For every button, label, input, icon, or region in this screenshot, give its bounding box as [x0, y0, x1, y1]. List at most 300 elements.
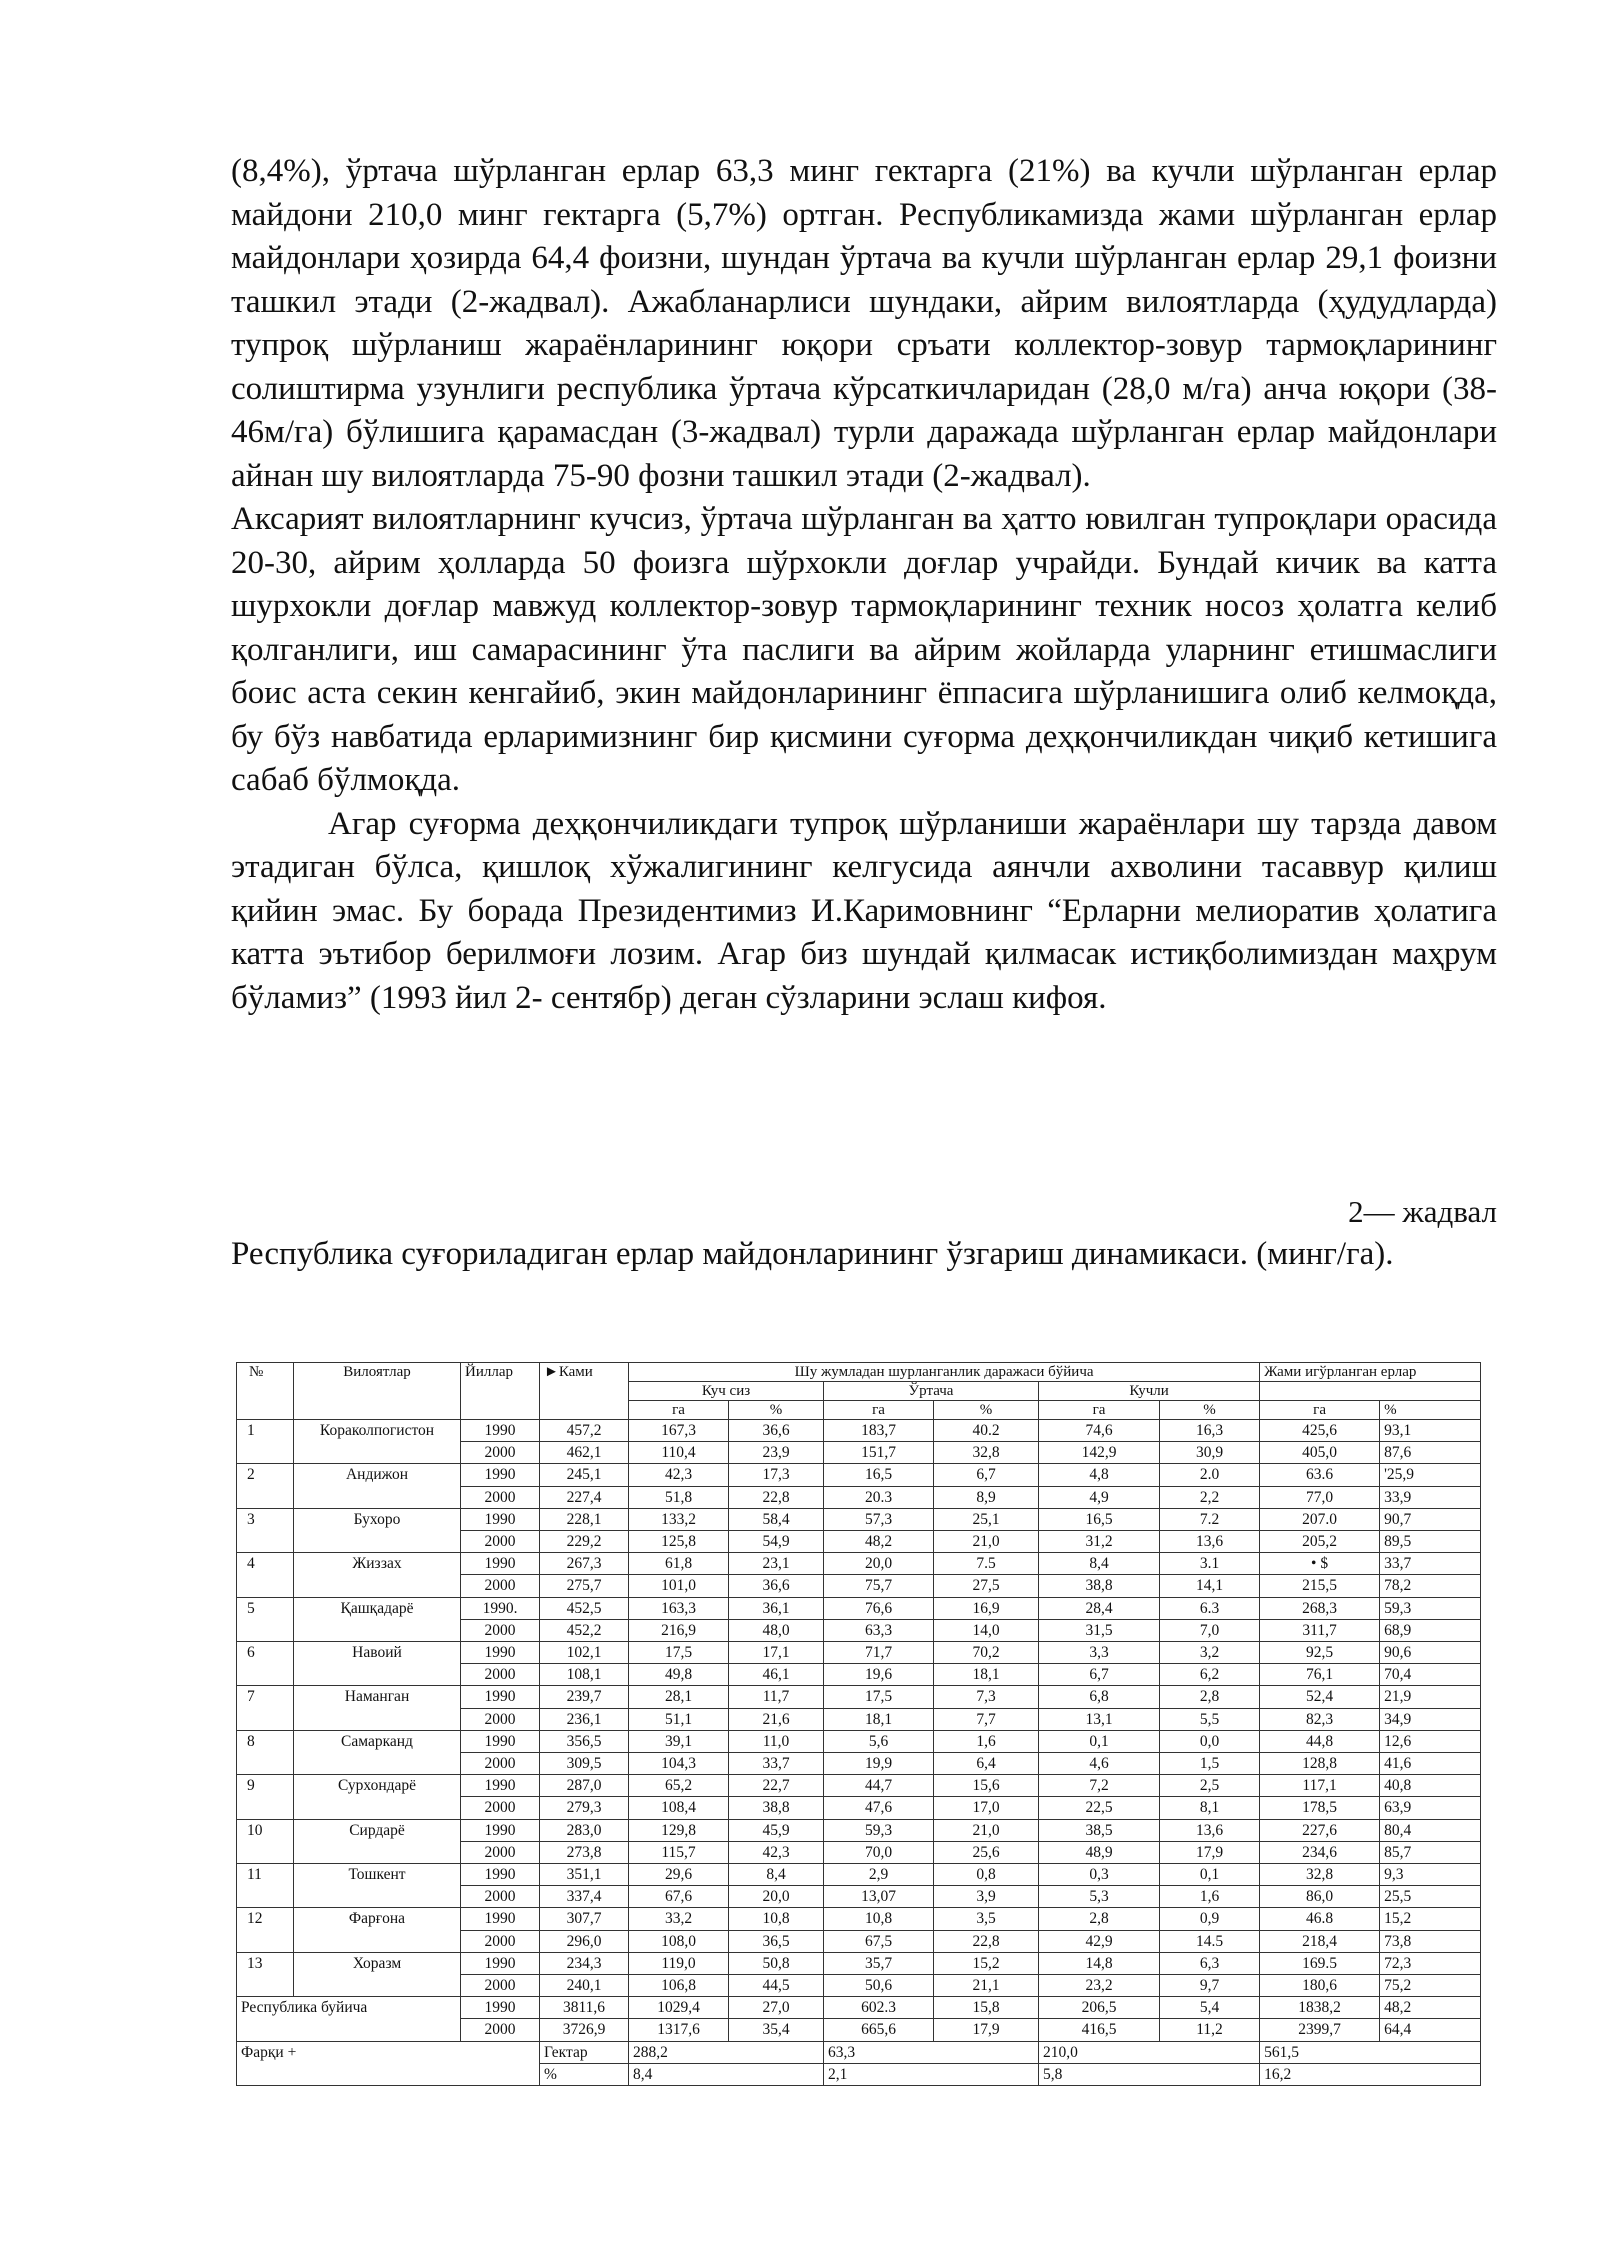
cell-strong-pct: 9,7: [1160, 1975, 1260, 1997]
cell-all-pct: 68,9: [1380, 1619, 1481, 1641]
header-all-saline: Жами игўрланган ерлар: [1260, 1363, 1481, 1382]
header-weak-pct: %: [729, 1401, 824, 1420]
cell-weak-pct: 36,6: [729, 1420, 824, 1442]
table-row: [237, 1420, 1481, 1442]
cell-total: 296,0: [540, 1930, 629, 1952]
cell-strong-ha: 8,4: [1039, 1553, 1160, 1575]
cell-total: 275,7: [540, 1575, 629, 1597]
cell-weak-ha: 29,6: [629, 1864, 729, 1886]
region-name: Бухоро: [294, 1508, 461, 1552]
cell-total: 351,1: [540, 1864, 629, 1886]
header-strong-pct: %: [1160, 1401, 1260, 1420]
cell-medium-ha: 50,6: [824, 1975, 934, 1997]
cell-year: 1990: [461, 1952, 540, 1974]
region-number: 3: [237, 1508, 294, 1552]
cell-medium-ha: 20.3: [824, 1486, 934, 1508]
region-number: 7: [237, 1686, 294, 1730]
cell-weak-ha: 33,2: [629, 1908, 729, 1930]
cell-weak-pct: 45,9: [729, 1819, 824, 1841]
cell-all-pct: 72,3: [1380, 1952, 1481, 1974]
cell-all-ha: • $: [1260, 1553, 1380, 1575]
cell-total: 309,5: [540, 1753, 629, 1775]
cell-strong-pct: 6,2: [1160, 1664, 1260, 1686]
cell-medium-ha: 151,7: [824, 1442, 934, 1464]
cell-medium-pct: 70,2: [934, 1642, 1039, 1664]
cell-medium-ha: 57,3: [824, 1508, 934, 1530]
header-medium-pct: %: [934, 1401, 1039, 1420]
difference-all: 561,5: [1260, 2041, 1481, 2063]
republic-medium-ha: 665,6: [824, 2019, 934, 2041]
difference-strong: 5,8: [1039, 2063, 1260, 2085]
republic-medium-ha: 602.3: [824, 1997, 934, 2019]
republic-year: 2000: [461, 2019, 540, 2041]
cell-weak-pct: 33,7: [729, 1753, 824, 1775]
cell-weak-pct: 44,5: [729, 1975, 824, 1997]
cell-year: 1990: [461, 1730, 540, 1752]
cell-medium-ha: 48,2: [824, 1531, 934, 1553]
cell-medium-pct: 32,8: [934, 1442, 1039, 1464]
header-strong: Кучли: [1039, 1382, 1260, 1401]
cell-weak-ha: 133,2: [629, 1508, 729, 1530]
cell-all-ha: 227,6: [1260, 1819, 1380, 1841]
cell-weak-pct: 48,0: [729, 1619, 824, 1641]
cell-total: 452,5: [540, 1597, 629, 1619]
cell-all-ha: 92,5: [1260, 1642, 1380, 1664]
cell-weak-ha: 119,0: [629, 1952, 729, 1974]
header-no: №: [237, 1363, 294, 1420]
cell-medium-ha: 44,7: [824, 1775, 934, 1797]
cell-all-pct: 59,3: [1380, 1597, 1481, 1619]
cell-total: 245,1: [540, 1464, 629, 1486]
region-number: 10: [237, 1819, 294, 1863]
cell-weak-pct: 54,9: [729, 1531, 824, 1553]
region-name: Сирдарё: [294, 1819, 461, 1863]
table-row: [237, 1775, 1481, 1797]
cell-year: 1990: [461, 1864, 540, 1886]
cell-weak-ha: 104,3: [629, 1753, 729, 1775]
cell-medium-pct: 21,0: [934, 1531, 1039, 1553]
table-row: [237, 1553, 1481, 1575]
cell-strong-pct: 0,1: [1160, 1864, 1260, 1886]
cell-strong-pct: 6.3: [1160, 1597, 1260, 1619]
cell-all-ha: 234,6: [1260, 1841, 1380, 1863]
cell-year: 2000: [461, 1841, 540, 1863]
header-weak-ha: га: [629, 1401, 729, 1420]
cell-year: 2000: [461, 1797, 540, 1819]
cell-weak-pct: 8,4: [729, 1864, 824, 1886]
cell-weak-ha: 51,8: [629, 1486, 729, 1508]
cell-medium-pct: 1,6: [934, 1730, 1039, 1752]
cell-strong-ha: 0,3: [1039, 1864, 1160, 1886]
cell-all-ha: 425,6: [1260, 1420, 1380, 1442]
cell-weak-pct: 42,3: [729, 1841, 824, 1863]
cell-strong-pct: 14.5: [1160, 1930, 1260, 1952]
table-row: [237, 1464, 1481, 1486]
cell-medium-pct: 27,5: [934, 1575, 1039, 1597]
cell-year: 2000: [461, 1486, 540, 1508]
cell-medium-ha: 59,3: [824, 1819, 934, 1841]
republic-medium-pct: 15,8: [934, 1997, 1039, 2019]
cell-strong-pct: 2,5: [1160, 1775, 1260, 1797]
cell-weak-ha: 163,3: [629, 1597, 729, 1619]
cell-year: 2000: [461, 1886, 540, 1908]
region-name: Самарканд: [294, 1730, 461, 1774]
cell-strong-ha: 38,8: [1039, 1575, 1160, 1597]
cell-all-pct: 40,8: [1380, 1775, 1481, 1797]
cell-weak-ha: 216,9: [629, 1619, 729, 1641]
cell-total: 234,3: [540, 1952, 629, 1974]
cell-year: 1990: [461, 1642, 540, 1664]
difference-strong: 210,0: [1039, 2041, 1260, 2063]
cell-all-pct: 73,8: [1380, 1930, 1481, 1952]
republic-year: 1990: [461, 1997, 540, 2019]
cell-weak-ha: 51,1: [629, 1708, 729, 1730]
cell-medium-ha: 67,5: [824, 1930, 934, 1952]
cell-total: 229,2: [540, 1531, 629, 1553]
cell-weak-pct: 38,8: [729, 1797, 824, 1819]
header-years: Йиллар: [461, 1363, 540, 1420]
table-row: [237, 1908, 1481, 1930]
cell-total: 102,1: [540, 1642, 629, 1664]
cell-all-ha: 180,6: [1260, 1975, 1380, 1997]
cell-all-pct: 41,6: [1380, 1753, 1481, 1775]
cell-all-pct: 90,7: [1380, 1508, 1481, 1530]
cell-weak-ha: 108,0: [629, 1930, 729, 1952]
cell-year: 1990: [461, 1819, 540, 1841]
cell-year: 2000: [461, 1442, 540, 1464]
cell-all-pct: 12,6: [1380, 1730, 1481, 1752]
cell-strong-pct: 16,3: [1160, 1420, 1260, 1442]
cell-medium-pct: 21,1: [934, 1975, 1039, 1997]
cell-medium-pct: 25,6: [934, 1841, 1039, 1863]
difference-medium: 63,3: [824, 2041, 1039, 2063]
cell-all-ha: 311,7: [1260, 1619, 1380, 1641]
cell-all-ha: 169.5: [1260, 1952, 1380, 1974]
cell-strong-ha: 42,9: [1039, 1930, 1160, 1952]
cell-total: 287,0: [540, 1775, 629, 1797]
cell-strong-pct: 8,1: [1160, 1797, 1260, 1819]
cell-strong-ha: 7,2: [1039, 1775, 1160, 1797]
cell-strong-pct: 2.0: [1160, 1464, 1260, 1486]
cell-all-ha: 86,0: [1260, 1886, 1380, 1908]
cell-year: 1990: [461, 1420, 540, 1442]
cell-year: 1990: [461, 1908, 540, 1930]
cell-strong-pct: 2,8: [1160, 1686, 1260, 1708]
cell-weak-pct: 36,6: [729, 1575, 824, 1597]
header-weak: Куч сиз: [629, 1382, 824, 1401]
cell-strong-pct: 14,1: [1160, 1575, 1260, 1597]
cell-total: 452,2: [540, 1619, 629, 1641]
cell-medium-ha: 13,07: [824, 1886, 934, 1908]
cell-medium-pct: 18,1: [934, 1664, 1039, 1686]
cell-strong-pct: 5,5: [1160, 1708, 1260, 1730]
region-name: Сурхондарё: [294, 1775, 461, 1819]
cell-strong-ha: 6,8: [1039, 1686, 1160, 1708]
cell-weak-pct: 46,1: [729, 1664, 824, 1686]
cell-weak-ha: 101,0: [629, 1575, 729, 1597]
header-all-ha: га: [1260, 1401, 1380, 1420]
cell-strong-ha: 142,9: [1039, 1442, 1160, 1464]
cell-year: 2000: [461, 1708, 540, 1730]
cell-strong-pct: 3,2: [1160, 1642, 1260, 1664]
difference-label: Фарқи +: [237, 2041, 540, 2085]
cell-strong-ha: 31,2: [1039, 1531, 1160, 1553]
cell-weak-pct: 58,4: [729, 1508, 824, 1530]
cell-strong-ha: 6,7: [1039, 1664, 1160, 1686]
cell-medium-ha: 75,7: [824, 1575, 934, 1597]
cell-medium-ha: 5,6: [824, 1730, 934, 1752]
cell-medium-ha: 19,9: [824, 1753, 934, 1775]
cell-all-ha: 52,4: [1260, 1686, 1380, 1708]
cell-medium-pct: 7,3: [934, 1686, 1039, 1708]
cell-medium-pct: 6,7: [934, 1464, 1039, 1486]
region-number: 5: [237, 1597, 294, 1641]
cell-weak-ha: 65,2: [629, 1775, 729, 1797]
paragraph-3: Агар суғорма деҳқончиликдаги тупроқ шўрланиши жараёнлари шу тарзда давом этадиган бўлса, қишлоқ хўжалигининг келгусида аянчли ахволини тасаввур қилиш қийин эмас. Бу борада Президентимиз И.Каримовнинг “Ерларни мелиоратив ҳолатига катта эътибор берилмоғи лозим. Агар биз шундай қилмасак истиқболимиздан маҳрум бўламиз” (1993 йил 2- сентябр) деган сўзларини эслаш кифоя.: [231, 805, 1497, 1016]
cell-medium-pct: 22,8: [934, 1930, 1039, 1952]
region-number: 2: [237, 1464, 294, 1508]
cell-all-pct: 25,5: [1380, 1886, 1481, 1908]
cell-weak-pct: 17,3: [729, 1464, 824, 1486]
table-row: [237, 1819, 1481, 1841]
difference-unit: Гектар: [540, 2041, 629, 2063]
cell-strong-ha: 4,9: [1039, 1486, 1160, 1508]
cell-weak-pct: 50,8: [729, 1952, 824, 1974]
cell-all-pct: 33,7: [1380, 1553, 1481, 1575]
cell-strong-ha: 3,3: [1039, 1642, 1160, 1664]
table-row: [237, 1952, 1481, 1974]
cell-weak-ha: 42,3: [629, 1464, 729, 1486]
cell-medium-pct: 15,6: [934, 1775, 1039, 1797]
region-number: 8: [237, 1730, 294, 1774]
cell-all-ha: 46.8: [1260, 1908, 1380, 1930]
cell-total: 283,0: [540, 1819, 629, 1841]
cell-strong-ha: 31,5: [1039, 1619, 1160, 1641]
republic-weak-pct: 27,0: [729, 1997, 824, 2019]
cell-all-pct: 87,6: [1380, 1442, 1481, 1464]
cell-all-ha: 32,8: [1260, 1864, 1380, 1886]
header-salinity-group: Шу жумладан шурланганлик даражаси бўйича: [629, 1363, 1260, 1382]
cell-all-pct: 34,9: [1380, 1708, 1481, 1730]
header-medium: Ўртача: [824, 1382, 1039, 1401]
cell-weak-pct: 36,5: [729, 1930, 824, 1952]
republic-total: 3811,6: [540, 1997, 629, 2019]
difference-unit: %: [540, 2063, 629, 2085]
republic-label: Республика буйича: [237, 1997, 461, 2041]
header-strong-ha: га: [1039, 1401, 1160, 1420]
region-name: Қашқадарё: [294, 1597, 461, 1641]
difference-row: [237, 2041, 1481, 2063]
republic-row: [237, 1997, 1481, 2019]
region-name: Навоий: [294, 1642, 461, 1686]
cell-medium-ha: 16,5: [824, 1464, 934, 1486]
cell-weak-pct: 20,0: [729, 1886, 824, 1908]
cell-medium-ha: 71,7: [824, 1642, 934, 1664]
cell-weak-pct: 23,9: [729, 1442, 824, 1464]
cell-year: 2000: [461, 1753, 540, 1775]
cell-weak-ha: 115,7: [629, 1841, 729, 1863]
header-all-pct: %: [1380, 1401, 1481, 1420]
cell-medium-ha: 10,8: [824, 1908, 934, 1930]
cell-medium-pct: 21,0: [934, 1819, 1039, 1841]
cell-weak-pct: 11,0: [729, 1730, 824, 1752]
region-number: 1: [237, 1420, 294, 1464]
cell-medium-ha: 20,0: [824, 1553, 934, 1575]
cell-strong-ha: 5,3: [1039, 1886, 1160, 1908]
region-name: Хоразм: [294, 1952, 461, 1996]
republic-strong-ha: 206,5: [1039, 1997, 1160, 2019]
cell-strong-pct: 30,9: [1160, 1442, 1260, 1464]
table-row: [237, 1730, 1481, 1752]
table-row: [237, 1508, 1481, 1530]
cell-total: 462,1: [540, 1442, 629, 1464]
cell-weak-ha: 108,4: [629, 1797, 729, 1819]
cell-total: 239,7: [540, 1686, 629, 1708]
republic-strong-pct: 5,4: [1160, 1997, 1260, 2019]
cell-medium-pct: 40.2: [934, 1420, 1039, 1442]
cell-total: 337,4: [540, 1886, 629, 1908]
cell-medium-pct: 15,2: [934, 1952, 1039, 1974]
salinity-table: [236, 1362, 1481, 2086]
cell-strong-pct: 13,6: [1160, 1819, 1260, 1841]
region-number: 4: [237, 1553, 294, 1597]
cell-all-ha: 63.6: [1260, 1464, 1380, 1486]
republic-medium-pct: 17,9: [934, 2019, 1039, 2041]
cell-medium-ha: 70,0: [824, 1841, 934, 1863]
cell-year: 2000: [461, 1975, 540, 1997]
republic-strong-ha: 416,5: [1039, 2019, 1160, 2041]
cell-weak-ha: 125,8: [629, 1531, 729, 1553]
difference-weak: 8,4: [629, 2063, 824, 2085]
cell-strong-ha: 4,6: [1039, 1753, 1160, 1775]
cell-strong-pct: 3.1: [1160, 1553, 1260, 1575]
republic-total: 3726,9: [540, 2019, 629, 2041]
cell-all-pct: '25,9: [1380, 1464, 1481, 1486]
header-total: ►Ками: [540, 1363, 629, 1420]
cell-medium-pct: 14,0: [934, 1619, 1039, 1641]
cell-all-ha: 268,3: [1260, 1597, 1380, 1619]
cell-year: 2000: [461, 1930, 540, 1952]
cell-all-ha: 76,1: [1260, 1664, 1380, 1686]
cell-all-ha: 205,2: [1260, 1531, 1380, 1553]
cell-total: 307,7: [540, 1908, 629, 1930]
cell-strong-ha: 2,8: [1039, 1908, 1160, 1930]
republic-weak-ha: 1029,4: [629, 1997, 729, 2019]
cell-weak-ha: 28,1: [629, 1686, 729, 1708]
region-name: Жиззах: [294, 1553, 461, 1597]
cell-medium-ha: 17,5: [824, 1686, 934, 1708]
republic-weak-pct: 35,4: [729, 2019, 824, 2041]
cell-all-ha: 82,3: [1260, 1708, 1380, 1730]
cell-year: 1990.: [461, 1597, 540, 1619]
table-row: [237, 1642, 1481, 1664]
cell-total: 457,2: [540, 1420, 629, 1442]
republic-all-pct: 64,4: [1380, 2019, 1481, 2041]
cell-strong-ha: 4,8: [1039, 1464, 1160, 1486]
cell-all-pct: 9,3: [1380, 1864, 1481, 1886]
cell-strong-ha: 74,6: [1039, 1420, 1160, 1442]
cell-strong-ha: 48,9: [1039, 1841, 1160, 1863]
cell-all-pct: 78,2: [1380, 1575, 1481, 1597]
region-name: Андижон: [294, 1464, 461, 1508]
cell-strong-ha: 22,5: [1039, 1797, 1160, 1819]
cell-weak-pct: 22,8: [729, 1486, 824, 1508]
cell-total: 273,8: [540, 1841, 629, 1863]
cell-weak-pct: 36,1: [729, 1597, 824, 1619]
cell-weak-ha: 67,6: [629, 1886, 729, 1908]
cell-all-pct: 21,9: [1380, 1686, 1481, 1708]
table-row: [237, 1864, 1481, 1886]
cell-medium-pct: 3,5: [934, 1908, 1039, 1930]
cell-strong-pct: 13,6: [1160, 1531, 1260, 1553]
cell-strong-ha: 0,1: [1039, 1730, 1160, 1752]
cell-total: 267,3: [540, 1553, 629, 1575]
paragraph-1: (8,4%), ўртача шўрланган ерлар 63,3 минг гектарга (21%) ва кучли шўрланган ерлар майдони 210,0 минг гектарга (5,7%) ортган. Республикамизда жами шўрланган ерлар майдонлари ҳозирда 64,4 фоизни, шундан ўртача ва кучли шўрланган ерлар 29,1 фоизни ташкил этади (2-жадвал). Ажабланарлиси шундаки, айрим вилоятларда (ҳудудларда) тупроқ шўрланиш жараёнларининг юқори сръати коллектор-зовур тармоқларининг солиштирма узунлиги республика ўртача кўрсаткичларидан (28,0 м/га) анча юқори (38-46м/га) бўлишига қарамасдан (3-жадвал) турли даражада шўрланган ерлар майдонлари айнан шу вилоятларда 75-90 фозни ташкил этади (2-жадвал).: [231, 153, 1497, 494]
region-number: 6: [237, 1642, 294, 1686]
header-medium-ha: га: [824, 1401, 934, 1420]
cell-strong-pct: 0,0: [1160, 1730, 1260, 1752]
cell-all-pct: 63,9: [1380, 1797, 1481, 1819]
cell-year: 1990: [461, 1775, 540, 1797]
table-title: Республика суғориладиган ерлар майдонларининг ўзгариш динамикаси. (минг/га).: [231, 1236, 1394, 1272]
cell-medium-ha: 18,1: [824, 1708, 934, 1730]
region-name: Фарғона: [294, 1908, 461, 1952]
difference-all: 16,2: [1260, 2063, 1481, 2085]
cell-weak-pct: 11,7: [729, 1686, 824, 1708]
cell-strong-ha: 38,5: [1039, 1819, 1160, 1841]
republic-all-ha: 1838,2: [1260, 1997, 1380, 2019]
cell-weak-pct: 17,1: [729, 1642, 824, 1664]
cell-all-pct: 33,9: [1380, 1486, 1481, 1508]
cell-year: 2000: [461, 1664, 540, 1686]
republic-weak-ha: 1317,6: [629, 2019, 729, 2041]
cell-medium-ha: 35,7: [824, 1952, 934, 1974]
cell-year: 2000: [461, 1619, 540, 1641]
header-region: Вилоятлар: [294, 1363, 461, 1420]
cell-strong-ha: 23,2: [1039, 1975, 1160, 1997]
cell-total: 356,5: [540, 1730, 629, 1752]
table-container: [236, 1362, 1480, 2086]
cell-medium-pct: 7.5: [934, 1553, 1039, 1575]
cell-all-ha: 77,0: [1260, 1486, 1380, 1508]
cell-total: 108,1: [540, 1664, 629, 1686]
cell-all-pct: 93,1: [1380, 1420, 1481, 1442]
cell-total: 236,1: [540, 1708, 629, 1730]
cell-medium-pct: 17,0: [934, 1797, 1039, 1819]
cell-medium-ha: 183,7: [824, 1420, 934, 1442]
paragraph-2: Аксарият вилоятларнинг кучсиз, ўртача шўрланган ва ҳатто ювилган тупроқлари орасида 20-30, айрим ҳолларда 50 фоизга шўрхокли доғлар учрайди. Бундай кичик ва катта шурхокли доғлар мавжуд коллектор-зовур тармоқларининг техник носоз ҳолатга келиб қолганлиги, иш самарасининг ўта паслиги ва айрим жойларда уларнинг етишмаслиги боис аста секин кенгайиб, экин майдонларининг ёппасига шўрланишига олиб келмоқда, бу бўз навбатида ерларимизнинг бир қисмини суғорма деҳқончиликдан чиқиб кетишига сабаб бўлмоқда.: [231, 501, 1497, 798]
cell-strong-pct: 7.2: [1160, 1508, 1260, 1530]
cell-total: 279,3: [540, 1797, 629, 1819]
difference-medium: 2,1: [824, 2063, 1039, 2085]
cell-all-pct: 80,4: [1380, 1819, 1481, 1841]
cell-year: 1990: [461, 1508, 540, 1530]
cell-year: 1990: [461, 1464, 540, 1486]
cell-weak-ha: 61,8: [629, 1553, 729, 1575]
difference-weak: 288,2: [629, 2041, 824, 2063]
cell-strong-ha: 16,5: [1039, 1508, 1160, 1530]
cell-medium-pct: 3,9: [934, 1886, 1039, 1908]
cell-all-pct: 90,6: [1380, 1642, 1481, 1664]
cell-medium-pct: 7,7: [934, 1708, 1039, 1730]
table-header: [237, 1363, 1481, 1420]
cell-medium-pct: 8,9: [934, 1486, 1039, 1508]
cell-weak-pct: 21,6: [729, 1708, 824, 1730]
cell-strong-pct: 2,2: [1160, 1486, 1260, 1508]
table-number-label: 2— жадвал: [1348, 1194, 1497, 1229]
cell-strong-pct: 0,9: [1160, 1908, 1260, 1930]
cell-all-ha: 207.0: [1260, 1508, 1380, 1530]
